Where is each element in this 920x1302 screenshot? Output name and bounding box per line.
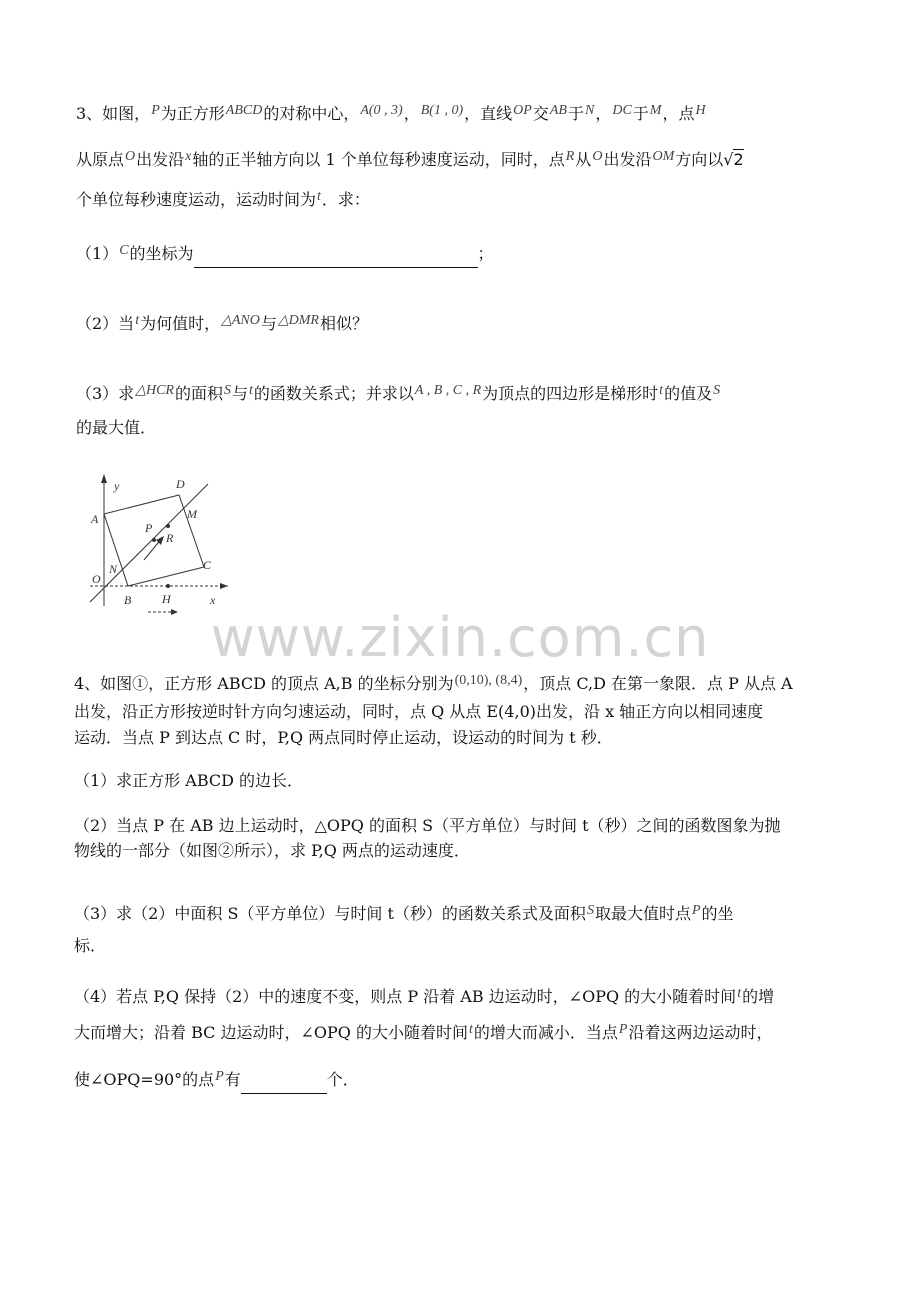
x-axis-arrow	[220, 583, 228, 589]
sqrt-2: √2	[723, 150, 744, 169]
point-h	[166, 584, 170, 588]
q3-part-3-cont: 的最大值．	[76, 418, 157, 437]
point-m-mark	[166, 524, 170, 528]
line-op	[90, 484, 208, 602]
q4-line-2: 出发，沿正方形按逆时针方向匀速运动，同时，点 Q 从点 E(4,0)出发，沿 x 轴正方向以相同速度	[74, 702, 764, 721]
q3-part-3: （3）求△HCR的面积S与t的函数关系式；并求以A , B , C , R为顶点的四边形是梯形时t的值及S	[76, 383, 721, 403]
label-n: N	[109, 562, 118, 576]
label-x: x	[210, 593, 216, 607]
label-d: D	[176, 477, 185, 491]
y-axis-arrow	[101, 474, 107, 483]
label-p: P	[145, 521, 153, 535]
point-p	[152, 538, 156, 542]
label-h: H	[162, 592, 171, 606]
q4-part-3: （3）求（2）中面积 S（平方单位）与时间 t（秒）的函数关系式及面积S取最大值时点P的坐	[74, 903, 734, 923]
q4-part-2-line-2: 物线的一部分（如图②所示），求 P,Q 两点的运动速度．	[74, 841, 470, 860]
geometry-figure	[82, 470, 232, 618]
label-a: A	[91, 512, 99, 526]
label-y: y	[114, 479, 120, 493]
q4-part-3-cont: 标．	[74, 936, 107, 955]
q3-line-3: 个单位每秒速度运动，运动时间为t．求：	[76, 189, 370, 209]
label-c: C	[203, 558, 212, 572]
arrow-h-head	[171, 609, 178, 615]
q4-part-4-line-3: 使∠OPQ=90°的点P有 个．	[74, 1066, 359, 1094]
label-m: M	[187, 507, 197, 521]
watermark: www.zixin.com.cn	[210, 606, 710, 669]
label-r: R	[166, 531, 174, 545]
label-b: B	[124, 593, 132, 607]
q3-line-1: 3、如图，P为正方形ABCD的对称中心，A(0 , 3)，B(1 , 0)，直线OP交AB于N，DC于M，点H	[76, 103, 706, 123]
q4-part-4-line-1: （4）若点 P,Q 保持（2）中的速度不变，则点 P 沿着 AB 边运动时，∠OPQ 的大小随着时间t的增	[74, 986, 775, 1006]
q3-part-2: （2）当t为何值时，△ANO与△DMR相似？	[76, 313, 368, 333]
q3-part-1: （1）C的坐标为 ；	[76, 240, 494, 268]
label-o: O	[92, 572, 101, 586]
answer-blank-count[interactable]	[241, 1071, 327, 1094]
q4-part-4-line-2: 大而增大；沿着 BC 边运动时，∠OPQ 的大小随着时间t的增大而减小．当点P沿着这两边运动时，	[74, 1022, 773, 1042]
q4-part-1: （1）求正方形 ABCD 的边长．	[74, 771, 304, 790]
answer-blank[interactable]	[194, 245, 478, 268]
q4-part-2-line-1: （2）当点 P 在 AB 边上运动时，△OPQ 的面积 S（平方单位）与时间 t（秒）之间的函数图象为抛	[74, 816, 781, 835]
q4-line-1: 4、如图①，正方形 ABCD 的顶点 A,B 的坐标分别为(0,10), (8,4)，顶点 C,D 在第一象限．点 P 从点 A	[74, 673, 793, 693]
q4-line-3: 运动．当点 P 到达点 C 时，P,Q 两点同时停止运动，设运动的时间为 t 秒．	[74, 728, 613, 747]
q3-line-2: 从原点O出发沿x轴的正半轴方向以 1 个单位每秒速度运动，同时，点R从O出发沿OM方向以√2	[76, 149, 744, 169]
